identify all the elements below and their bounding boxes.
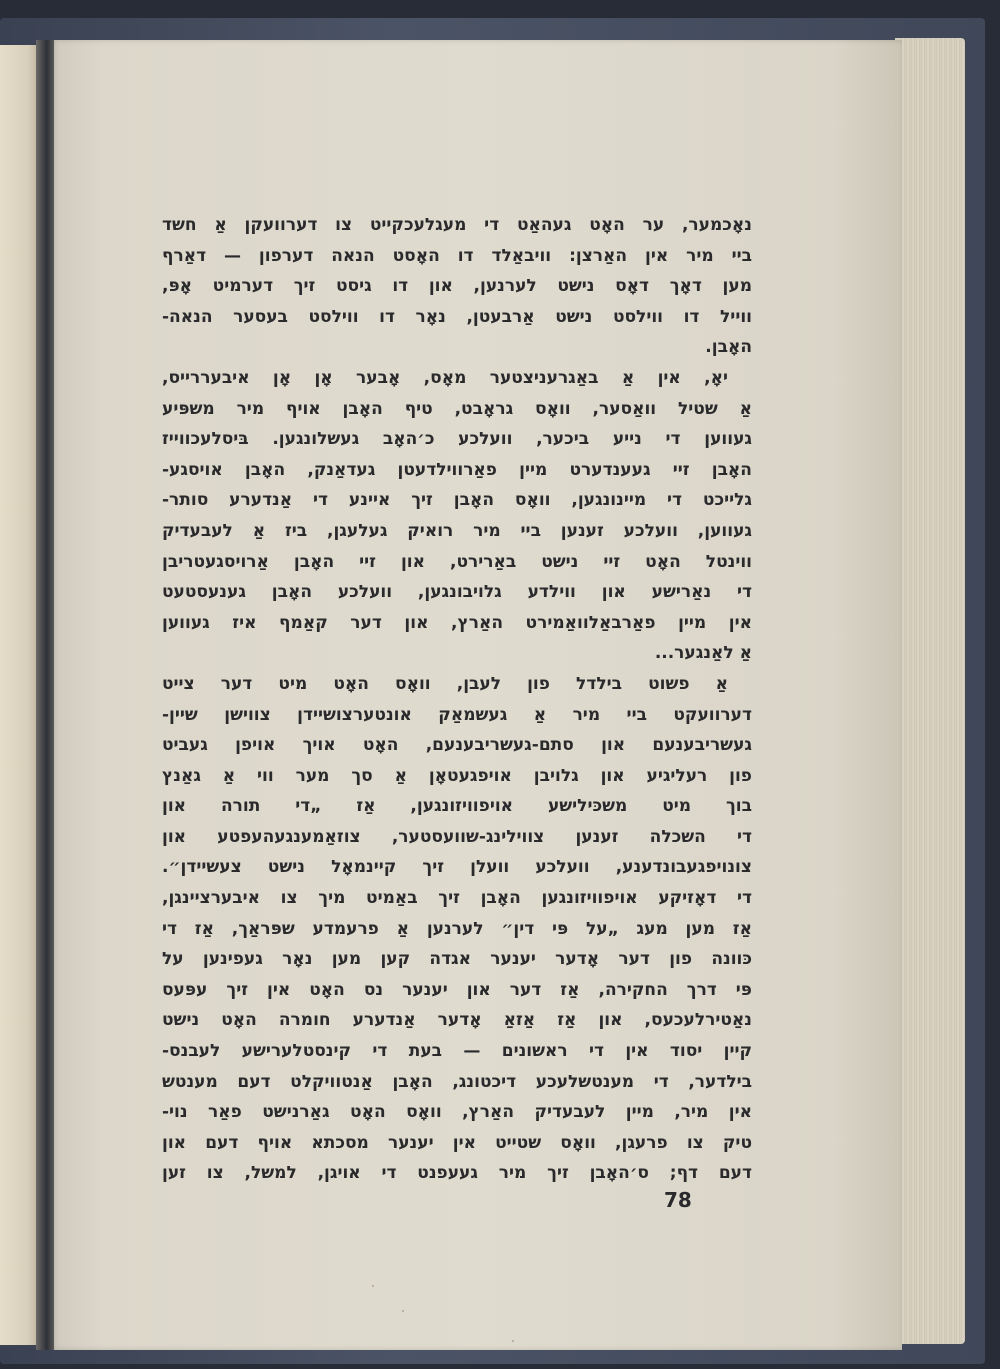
page-text	[162, 210, 752, 1189]
text-line: נאַטירלעכעס, און אַז אַזאַ אָדער אַנדערע חומרה האָט נישט	[162, 1010, 752, 1031]
text-line: אין מיין פאַרבאַלוואַמירט האַרץ, און דער קאַמף איז געווען	[162, 612, 752, 633]
text-line: ווייל דו ווילסט נישט אַרבעטן, נאָר דו ווילסט בעסער הנאה-	[162, 306, 752, 327]
text-line: קיין יסוד אין די ראשונים — בעת די קינסטלערישע לעבנס-	[162, 1041, 752, 1062]
text-line: נאָכמער, ער האָט געהאַט די מעגלעכקייט צו דערוועקן אַ חשד	[162, 215, 752, 235]
text-line: בילדער, די מענטשלעכע דיכטונג, האָבן אַנטוויקלט דעם מענטש	[162, 1071, 752, 1092]
text-line: דעם דף; ס׳האָבן זיך מיר געעפנט די אויגן, למשל, צו זען	[162, 1163, 752, 1184]
text-line: כּוונה פון דער אָדער יענער אגדה קען מען נאָר געפינען על	[162, 949, 752, 970]
page-number: 78	[664, 1188, 692, 1212]
text-line: די השכלה זענען צווילינג-שוועסטער, צוזאַמענגעהעפטע און	[162, 826, 752, 847]
text-line: דערוועקט ביי מיר אַ געשמאַק אונטערצושיידן צווישן שיין-	[162, 704, 752, 725]
text-line: פּי דרך החקירה, אַז דער און יענער נס האָט אין זיך עפּעס	[162, 979, 752, 1000]
text-line: יאָ, אין אַ באַגרעניצטער מאָס, אָבער אָן אָן איבעררייס,	[162, 367, 728, 388]
text-line: ווינטל האָט זיי נישט באַרירט, און זיי האָבן אַרויסגעטריבן	[162, 551, 752, 572]
text-line: די נאַרישע און ווילדע גלויבונגען, וועלכע האָבן גענעסטעט	[162, 582, 752, 603]
text-line: די דאָזיקע אויפוויזונגען האָבן זיך באַמיט מיך צו איבערציינגן,	[162, 888, 752, 909]
page-edges	[895, 38, 965, 1344]
book-gutter	[36, 40, 54, 1350]
text-line: געשריבענעם און סתם-געשריבענעם, האָט אויך אויפן געביט	[162, 735, 752, 756]
text-line: אַ לאַנגער...	[654, 643, 752, 664]
text-line: צונויפגעבונדענע, וועלכע וועלן זיך קיינמאָל נישט צעשיידן״.	[162, 857, 752, 878]
text-line: האָבן זיי געענדערט מיין פאַרווילדעטן געדאַנק, האָבן אויסגע-	[162, 459, 752, 480]
text-line: געווען, וועלכע זענען ביי מיר רואיק געלעגן, ביז אַ לעבעדיק	[162, 520, 752, 541]
text-line: פון רעליגיע און גלויבן אויפגעטאָן אַ סך מער ווי אַ גאַנץ	[162, 765, 752, 786]
text-line: אַז מען מעג „על פּי דין״ לערנען אַ פרעמדע שפּראַך, אַז די	[162, 918, 752, 939]
text-line: אַ פשוט בילדל פון לעבן, וואָס האָט מיט דער צייט	[162, 673, 728, 694]
text-line: געווען די נייע ביכער, וועלכע כ׳האָב געשלונגען. בּיסלעכווייז	[162, 429, 752, 450]
text-line: גלייכט די מיינונגען, וואָס האָבן זיך איינע די אַנדערע סותר-	[162, 490, 752, 511]
facing-page-edge	[0, 45, 40, 1345]
text-line: אין מיר, מיין לעבעדיק האַרץ, וואָס האָט גאַרנישט פאַר נוי-	[162, 1102, 752, 1123]
text-line: ביי מיר אין האַרצן: וויבאַלד דו האָסט הנאה דערפון — דאַרף	[162, 245, 752, 266]
text-line: אַ שטיל וואַסער, וואָס גראָבט, טיף האָבן אויף מיר משפּיע	[162, 398, 752, 419]
book-page	[52, 40, 902, 1350]
text-line: מען דאָך דאָס נישט לערנען, און דו גיסט זיך דערמיט אָפּ,	[162, 276, 752, 297]
text-line: בוך מיט משכּילישע אויפוויזונגען, אַז „די תורה און	[162, 796, 752, 817]
text-line: האָבן.	[705, 337, 752, 358]
text-line: טיק צו פרעגן, וואָס שטייט אין יענער מסכתא אויף דעם און	[162, 1132, 752, 1153]
